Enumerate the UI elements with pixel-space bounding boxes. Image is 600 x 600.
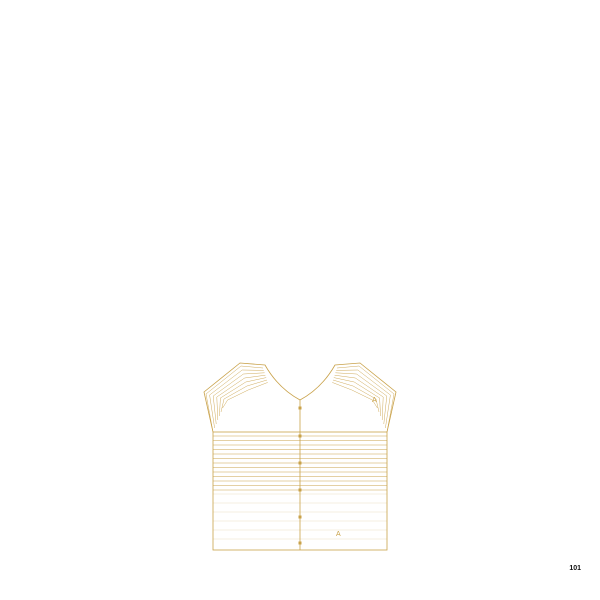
body-line <box>395 146 557 155</box>
body-line <box>220 120 382 129</box>
body-line <box>395 120 557 129</box>
body-line <box>46 120 208 129</box>
cardigan-schematic <box>200 360 405 555</box>
body-line <box>46 111 208 120</box>
button-marker <box>299 516 302 519</box>
text-column-2 <box>220 44 382 190</box>
button-marker <box>299 462 302 465</box>
body-line <box>220 129 382 138</box>
section-heading <box>395 44 557 52</box>
section-heading <box>395 235 557 243</box>
body-label: A <box>336 531 341 538</box>
section-heading <box>46 44 208 52</box>
body-line <box>395 111 557 120</box>
body-line <box>395 77 557 86</box>
body-line <box>395 259 557 268</box>
body-line <box>395 68 557 77</box>
body-line <box>220 77 382 86</box>
body-line <box>220 155 382 164</box>
button-marker <box>299 435 302 438</box>
body-line <box>395 164 557 173</box>
body-line <box>46 94 208 103</box>
notes-section <box>395 235 557 294</box>
section-body <box>220 68 382 190</box>
body-line <box>46 164 208 173</box>
body-line <box>395 207 557 216</box>
body-line <box>220 172 382 181</box>
body-line <box>220 164 382 173</box>
text-column-3 <box>395 44 557 293</box>
yoke-stripe <box>219 378 266 416</box>
body-line <box>220 94 382 103</box>
section-body <box>395 259 557 294</box>
body-line <box>220 146 382 155</box>
body-line <box>395 138 557 147</box>
yoke-stripe <box>335 373 386 424</box>
body-line <box>395 155 557 164</box>
body-line <box>46 172 208 181</box>
body-line <box>395 198 557 207</box>
body-line <box>395 181 557 190</box>
cardigan-schematic-svg <box>200 360 405 555</box>
body-line <box>46 103 208 112</box>
section-body <box>46 68 208 181</box>
body-line <box>46 85 208 94</box>
body-line <box>46 68 208 77</box>
text-column-1 <box>46 44 208 181</box>
body-line <box>46 129 208 138</box>
body-line <box>395 267 557 276</box>
body-line <box>220 68 382 77</box>
body-line <box>46 138 208 147</box>
body-line <box>46 155 208 164</box>
body-line <box>395 85 557 94</box>
yoke-stripe <box>217 375 266 420</box>
yoke-stripe <box>221 380 267 412</box>
body-line <box>395 94 557 103</box>
body-line <box>220 111 382 120</box>
yoke-stripe <box>332 382 377 408</box>
body-line <box>395 172 557 181</box>
body-line <box>395 285 557 294</box>
page-number: 101 <box>569 565 581 572</box>
body-line <box>220 103 382 112</box>
section-body <box>395 68 557 216</box>
button-marker <box>299 407 302 410</box>
button-marker <box>299 489 302 492</box>
body-line <box>220 181 382 190</box>
body-line <box>395 103 557 112</box>
yoke-stripe <box>333 380 379 412</box>
button-marker <box>299 542 302 545</box>
body-line <box>395 129 557 138</box>
section-heading <box>220 44 382 52</box>
yoke-stripe <box>213 373 264 424</box>
right-yoke-marker-label: A <box>372 397 377 404</box>
yoke-stripe <box>223 382 268 408</box>
body-line <box>46 77 208 86</box>
body-line <box>395 276 557 285</box>
body-line <box>220 138 382 147</box>
body-line <box>46 146 208 155</box>
body-line <box>220 85 382 94</box>
body-line <box>395 190 557 199</box>
